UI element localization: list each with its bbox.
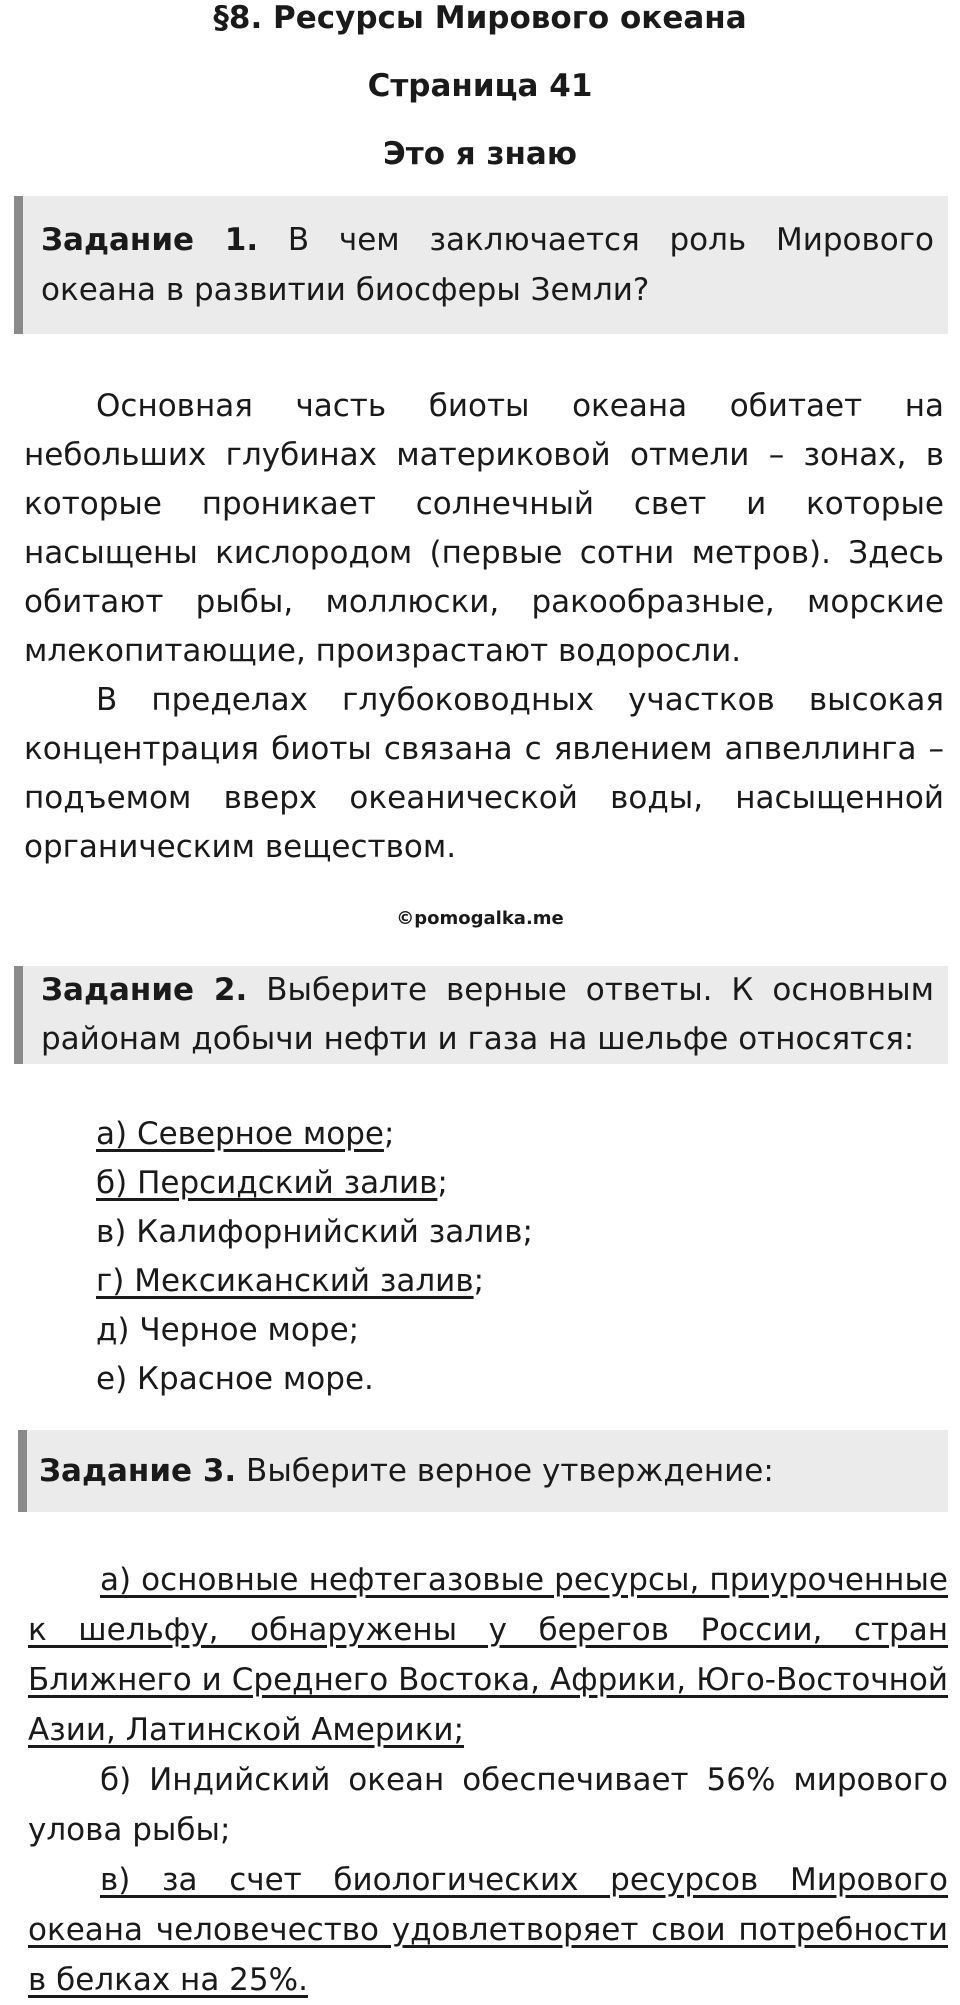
statement-a bbox=[28, 1555, 948, 1755]
task1-box bbox=[14, 196, 948, 334]
option-e-text: д) Черное море; bbox=[96, 1312, 360, 1348]
task2-question: Выберите верные ответы. К основным районам добычи нефти и газа на шельфе относятся: bbox=[41, 972, 935, 1057]
option-a-end: ; bbox=[383, 1116, 395, 1152]
section-title: §8. Ресурсы Мирового океана bbox=[213, 0, 747, 36]
statement-b bbox=[28, 1755, 948, 1855]
option-b-text: б) Персидский залив bbox=[96, 1165, 438, 1201]
task1-answer bbox=[24, 382, 944, 872]
option-f bbox=[96, 1355, 533, 1404]
option-b bbox=[96, 1159, 533, 1208]
option-a-text: а) Северное море bbox=[96, 1116, 384, 1152]
option-d bbox=[96, 1257, 533, 1306]
statement-a-text: а) основные нефтегазовые ресурсы, приуроченные к шельфу, обнаружены у берегов России, стран Ближнего и Среднего Востока, Африки, Юго-Восточной Азии, Латинской Америки; bbox=[28, 1562, 948, 1748]
option-d-text: г) Мексиканский залив bbox=[96, 1263, 474, 1299]
task2-options bbox=[96, 1110, 533, 1404]
task3-box bbox=[18, 1430, 948, 1512]
option-c-text: в) Калифорнийский залив; bbox=[96, 1214, 533, 1250]
watermark: ©pomogalka.me bbox=[396, 908, 564, 929]
page-number-title: Страница 41 bbox=[367, 68, 593, 104]
option-c bbox=[96, 1208, 533, 1257]
task1-question: В чем заключается роль Мирового океана в развитии биосферы Земли? bbox=[41, 222, 934, 308]
answer-paragraph-1: Основная часть биоты океана обитает на небольших глубинах материковой отмели – зонах, в которые проникает солнечный свет и которые насыщены кислородом (первые сотни метров). Здесь обитают рыбы, моллюски, ракообразные, морские млекопитающие, произрастают водоросли. bbox=[24, 388, 944, 669]
answer-paragraph-2: В пределах глубоководных участков высокая концентрация биоты связана с явлением апвеллинга – подъемом вверх океанической воды, насыщенной органическим веществом. bbox=[24, 682, 944, 865]
task3-label: Задание 3. bbox=[39, 1453, 237, 1489]
statement-b-text: б) Индийский океан обеспечивает 56% мирового улова рыбы; bbox=[28, 1762, 948, 1848]
task2-box bbox=[14, 966, 948, 1064]
subtitle: Это я знаю bbox=[383, 136, 577, 172]
option-a bbox=[96, 1110, 533, 1159]
option-b-end: ; bbox=[437, 1165, 448, 1201]
option-e bbox=[96, 1306, 533, 1355]
option-d-end: ; bbox=[473, 1263, 485, 1299]
task3-statements bbox=[28, 1555, 948, 2005]
task1-label: Задание 1. bbox=[41, 222, 259, 258]
task2-label: Задание 2. bbox=[41, 972, 248, 1008]
statement-c-text: в) за счет биологических ресурсов Мирового океана человечество удовлетворяет свои потребности в белках на 25%. bbox=[28, 1862, 948, 1998]
statement-c bbox=[28, 1855, 948, 2005]
option-f-text: е) Красное море. bbox=[96, 1361, 374, 1397]
task3-question: Выберите верное утверждение: bbox=[236, 1453, 774, 1489]
